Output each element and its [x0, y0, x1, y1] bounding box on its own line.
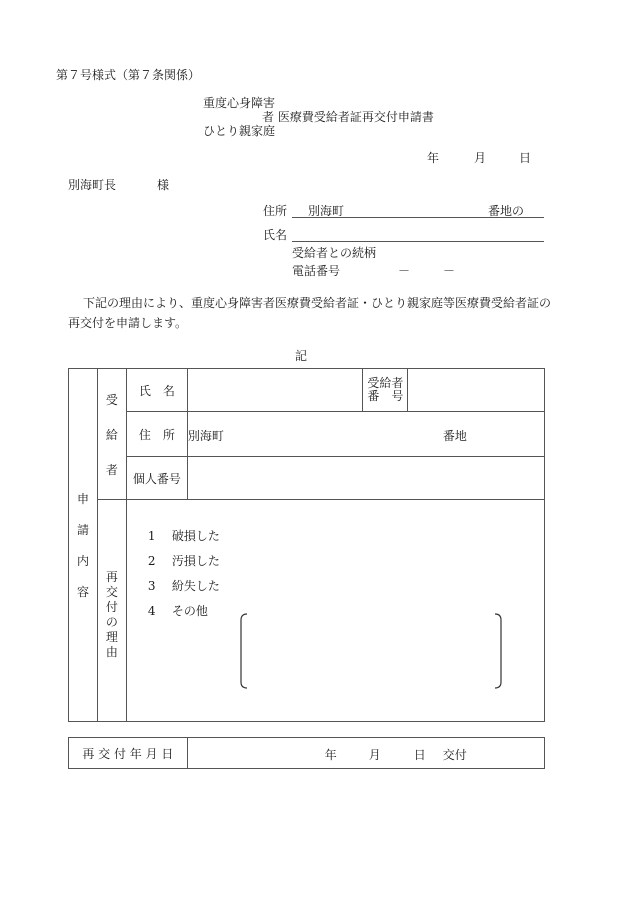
reason-label-char: 付 [105, 600, 118, 614]
date-day-label: 日 [519, 151, 532, 165]
reason-label-char: の [105, 615, 118, 629]
reissue-label: 再 交 付 年 月 日 [82, 746, 174, 761]
address-label: 住 所 [138, 427, 175, 442]
addressee-name: 別海町長 [68, 178, 117, 192]
title-line-3: ひとり親家庭 [203, 124, 276, 138]
name-value-field[interactable] [187, 369, 363, 412]
other-reason-bracket[interactable] [237, 612, 505, 690]
recipient-label-char: 者 [105, 462, 118, 477]
reason-num: 1 [147, 529, 156, 543]
section-label-char: 容 [76, 585, 89, 599]
body-text-line-2: 再交付を申請します。 [68, 316, 188, 330]
recipient-no-label-cell [363, 369, 408, 412]
recipient-label-char: 給 [105, 427, 118, 442]
section-label-cell [69, 369, 98, 722]
recipient-label-cell [97, 369, 126, 500]
reason-option-2[interactable] [148, 554, 220, 568]
reason-option-1[interactable] [148, 529, 220, 543]
section-label-char: 内 [76, 554, 89, 568]
phone-separator-2: － [443, 264, 456, 278]
reissue-date-table [68, 737, 545, 769]
personal-no-field[interactable] [187, 457, 544, 500]
name-label-cell [126, 369, 187, 412]
recipient-no-label-line-1: 受給者 [367, 376, 404, 390]
reason-label-char: 再 [105, 570, 118, 584]
applicant-name-label: 氏名 [263, 228, 288, 242]
reissue-year-label: 年 [324, 748, 337, 762]
reissue-day-label: 日 [413, 748, 426, 762]
phone-separator-1: － [398, 264, 411, 278]
address-value-field[interactable] [187, 412, 544, 457]
recipient-label-char: 受 [105, 392, 118, 407]
personal-no-label-cell [126, 457, 187, 500]
reason-options-cell [126, 500, 544, 722]
reason-text: その他 [171, 604, 208, 618]
reissue-label-cell [69, 738, 188, 769]
reason-label-cell [97, 500, 126, 722]
title-line-1: 重度心身障害 [203, 96, 276, 110]
reissue-month-label: 月 [368, 748, 381, 762]
applicant-relation-label: 受給者との続柄 [292, 246, 377, 260]
address-label-cell [126, 412, 187, 457]
reason-num: 4 [147, 604, 156, 618]
reason-option-3[interactable] [148, 579, 220, 593]
applicant-phone-label: 電話番号 [292, 264, 341, 278]
personal-no-label: 個人番号 [132, 471, 181, 486]
reason-text: 汚損した [171, 554, 220, 568]
reissue-date-field[interactable] [187, 738, 544, 769]
reason-option-4[interactable] [148, 604, 208, 618]
reason-num: 2 [147, 554, 156, 568]
reason-text: 紛失した [171, 579, 220, 593]
date-month-label: 月 [474, 151, 487, 165]
applicant-address-label: 住所 [263, 204, 288, 218]
title-line-2: 者 医療費受給者証再交付申請書 [262, 110, 434, 124]
section-label-char: 申 [76, 492, 89, 506]
reason-label-char: 由 [105, 645, 118, 659]
reason-num: 3 [147, 579, 156, 593]
table-address-prefix: 別海町 [187, 429, 224, 443]
body-text-line-1: 下記の理由により、重度心身障害者医療費受給者証・ひとり親家庭等医療費受給者証の [83, 296, 552, 310]
addressee-honorific: 様 [157, 178, 170, 192]
form-number: 第７号様式（第７条関係） [56, 68, 201, 82]
reason-label-char: 理 [105, 630, 118, 644]
reason-text: 破損した [171, 529, 220, 543]
reason-label-char: 交 [105, 585, 118, 599]
table-address-suffix: 番地 [442, 429, 467, 443]
recipient-no-label-line-2: 番 号 [367, 389, 404, 403]
ki-heading: 記 [295, 349, 308, 363]
applicant-address-prefix: 別海町 [308, 204, 345, 218]
section-label-char: 請 [76, 523, 89, 537]
name-label: 氏 名 [138, 383, 175, 398]
recipient-no-field[interactable] [408, 369, 545, 412]
name-underline [292, 241, 544, 242]
date-year-label: 年 [427, 151, 440, 165]
applicant-address-suffix: 番地の [488, 204, 525, 218]
reissue-issued-label: 交付 [442, 748, 467, 762]
application-table [68, 368, 545, 722]
address-underline [292, 217, 544, 218]
